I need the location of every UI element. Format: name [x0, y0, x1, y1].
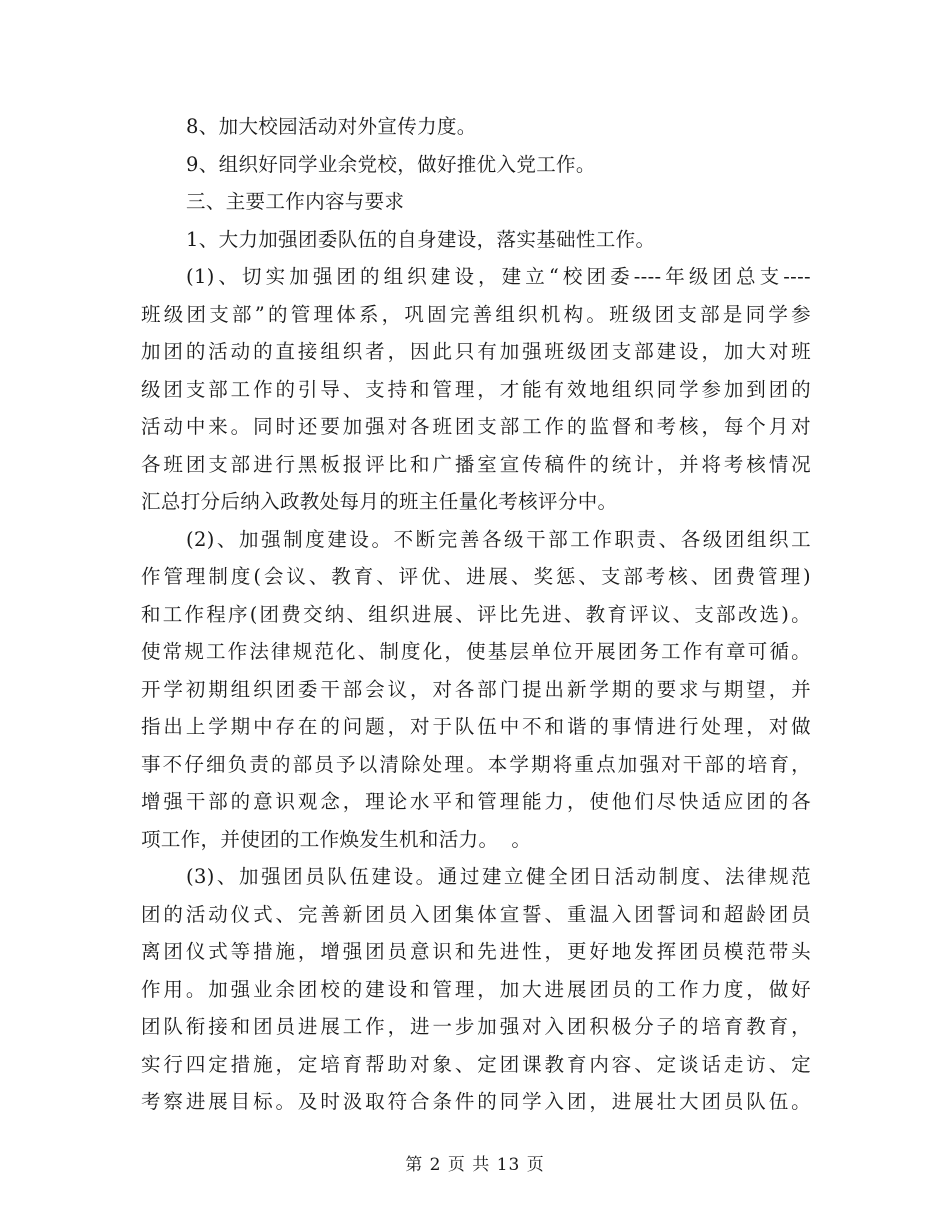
text-line: 活动中来。同时还要加强对各班团支部工作的监督和考核，每个月对 [141, 415, 811, 438]
text-line: (2)、加强制度建设。不断完善各级干部工作职责、各级团组织工 [186, 527, 811, 551]
text-line: 8、加大校园活动对外宣传力度。 [186, 115, 477, 138]
text-line: 9、组织好同学业余党校，做好推优入党工作。 [186, 152, 596, 176]
text-line: 加团的活动的直接组织者，因此只有加强班级团支部建设，加大对班 [141, 340, 811, 363]
text-line: (1)、切实加强团的组织建设，建立“校团委----年级团总支---- [186, 265, 811, 288]
text-line: 班级团支部”的管理体系，巩固完善组织机构。班级团支部是同学参 [141, 302, 811, 326]
text-line: 作管理制度(会议、教育、评优、进展、奖惩、支部考核、团费管理) [141, 565, 811, 588]
text-line: 和工作程序(团费交纳、组织进展、评比先进、教育评议、支部改选)。 [141, 602, 811, 626]
text-line: 级团支部工作的引导、支持和管理，才能有效地组织同学参加到团的 [141, 377, 811, 401]
text-line: 开学初期组织团委干部会议，对各部门提出新学期的要求与期望，并 [141, 677, 811, 701]
text-line: 团队衔接和团员进展工作，进一步加强对入团积极分子的培育教育， [141, 1015, 811, 1038]
page-number-footer: 第 2 页 共 13 页 [405, 1155, 545, 1175]
text-line: 三、主要工作内容与要求 [186, 190, 405, 213]
text-line: 汇总打分后纳入政教处每月的班主任量化考核评分中。 [141, 490, 618, 513]
text-line: 团的活动仪式、完善新团员入团集体宣誓、重温入团誓词和超龄团员 [141, 902, 811, 926]
text-line: 项工作，并使团的工作焕发生机和活力。 。 [141, 827, 532, 851]
text-line: 各班团支部进行黑板报评比和广播室宣传稿件的统计，并将考核情况 [141, 452, 811, 476]
text-line: (3)、加强团员队伍建设。通过建立健全团日活动制度、法律规范 [186, 865, 811, 888]
text-line: 实行四定措施，定培育帮助对象、定团课教育内容、定谈话走访、定 [141, 1052, 811, 1076]
text-line: 增强干部的意识观念，理论水平和管理能力，使他们尽快适应团的各 [141, 790, 811, 813]
text-line: 指出上学期中存在的问题，对于队伍中不和谐的事情进行处理，对做 [141, 715, 811, 738]
text-line: 离团仪式等措施，增强团员意识和先进性，更好地发挥团员模范带头 [141, 940, 811, 963]
text-line: 事不仔细负责的部员予以清除处理。本学期将重点加强对干部的培育， [141, 752, 811, 776]
text-line: 考察进展目标。及时汲取符合条件的同学入团，进展壮大团员队伍。 [141, 1090, 811, 1113]
text-line: 作用。加强业余团校的建设和管理，加大进展团员的工作力度，做好 [141, 977, 811, 1001]
text-line: 1、大力加强团委队伍的自身建设，落实基础性工作。 [186, 227, 656, 251]
document-body [141, 108, 811, 1121]
text-line: 使常规工作法律规范化、制度化，使基层单位开展团务工作有章可循。 [141, 640, 811, 663]
